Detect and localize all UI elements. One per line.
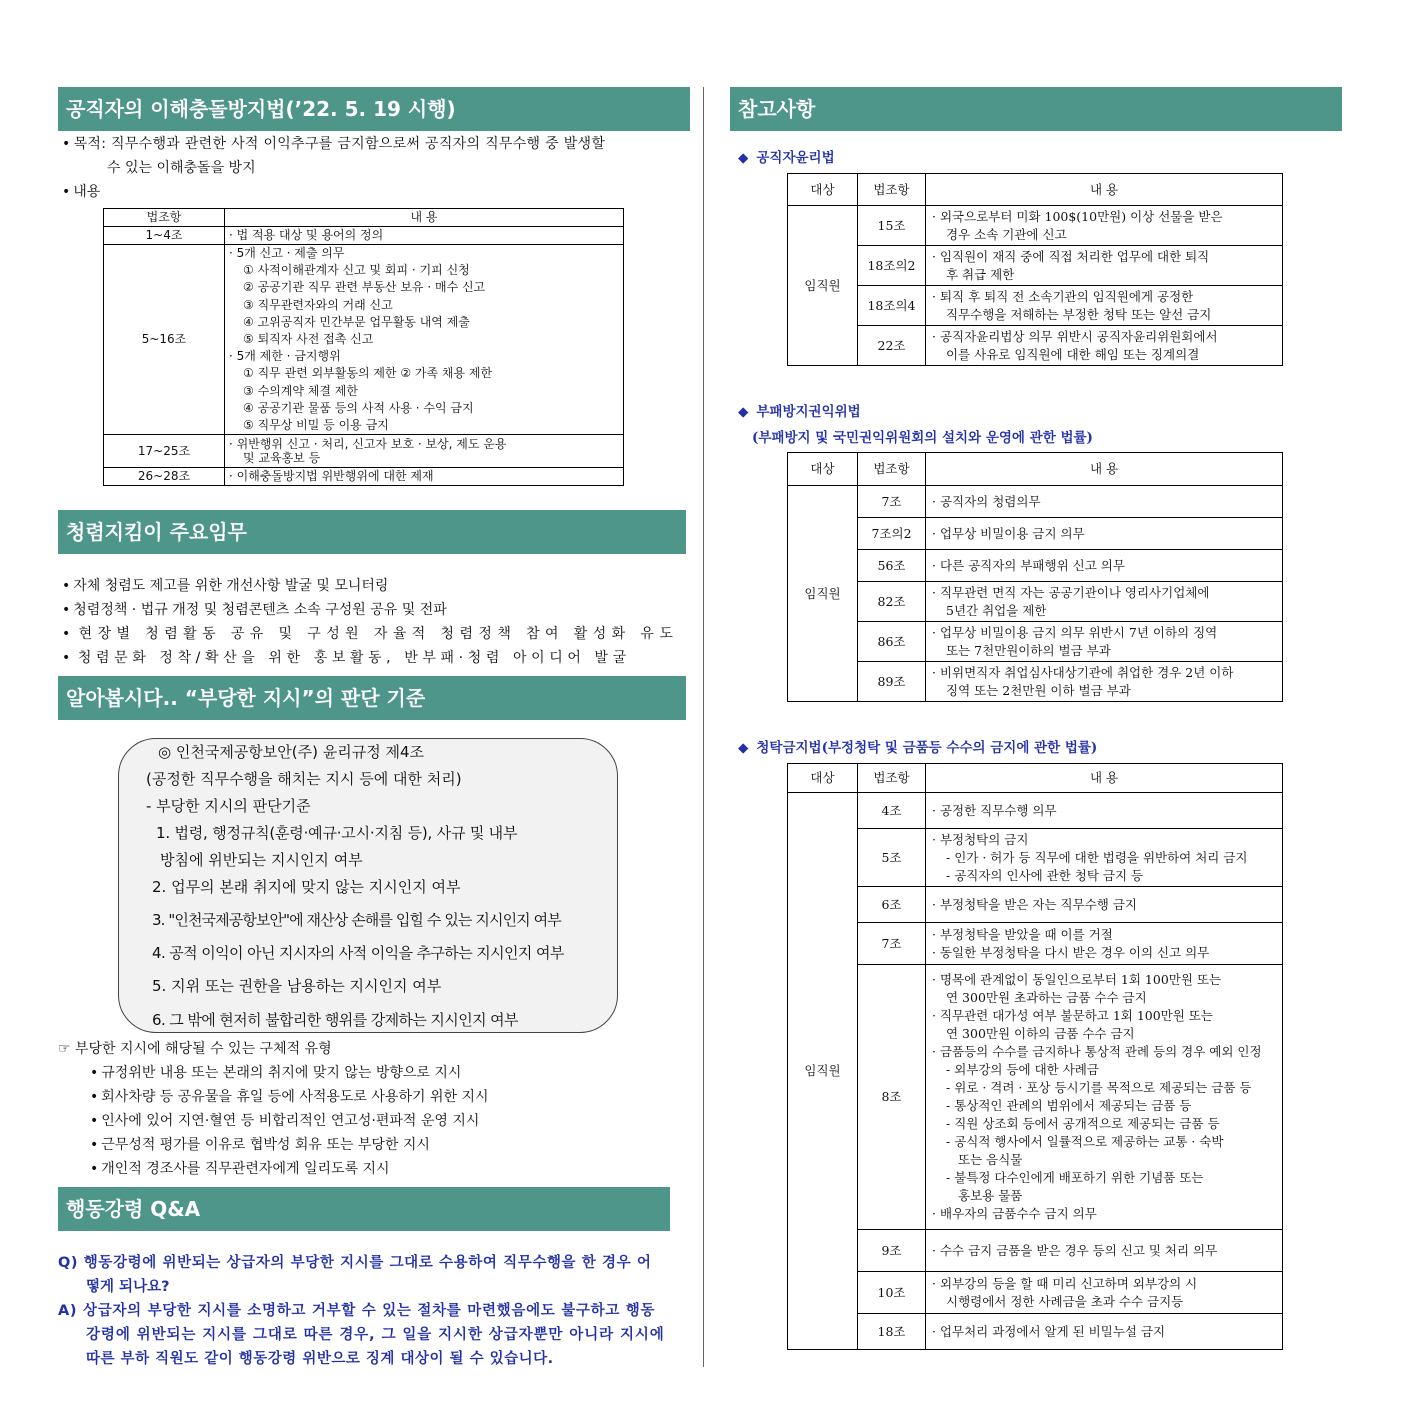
graft-law-table: 대상 법조항 내 용 임직원 4조 · 공정한 직무수행 의무 5조 · 부정청탁의 금지 - 인가 · 허가 등 직무에 대한 법령을 위반하여 처리 금지 - 공직자의 인사에 관한 청탁 금지 등 6조 · 부정청탁을 받은 자는 직무수행 금지 7조 · 부정청탁을 받았을 때 이를 거절 · 동일한 부정청탁을 다시 받은 경우 이의 신고 의무 8조 · 명목에 관계없이 동일인으로부터 1회 100만원 또는 연 300만원 초과하는 금품 수수 금지 · 직무관련 대가성 여부 불문하고 1회 100만원 또는 연 300만원 이하의 금품 수수 금지 · 금품등의 수수를 금지하나 통상적 관례 등의 경우 예외 인정 - 외부강의 등에 대한 사례금 - 위로 · 격려 · 포상 등시기를 목적으로 제공되는 금품 등 - 통상적인 관례의 범위에서 제공되는 금품 등 - 직원 상조회 등에서 공개적으로 제공되는 금품 등 - 공식적 행사에서 일률적으로 제공하는 교통 · 숙박 또는 음식물 - 불특정 다수인에게 배포하기 위한 기념품 또는 홍보용 물품 · 배우자의 금품수수 금지 의무 9조 · 수수 금지 금품을 받은 경우 등의 신고 및 처리 의무 10조 · 외부강의 등을 할 때 미리 신고하며 외부강의 시 시행령에서 정한 사례금을 초과 수수 금지등 18조 · 업무처리 과정에서 알게 된 비밀누설 금지 — [787, 763, 1283, 1350]
section-title: 공직자의 이해충돌방지법(’22. 5. 19 시행) — [66, 97, 456, 121]
purpose-line: • 목적: 직무수행과 관련한 사적 이익추구를 금지함으로써 공직자의 직무수행 중 발생할 — [62, 132, 605, 156]
table-row: 임직원 7조 · 공직자의 청렴의무 — [788, 486, 1283, 518]
table-row: 18조의4 · 퇴직 후 퇴직 전 소속기관의 임직원에게 공정한 직무수행을 저해하는 부정한 청탁 또는 알선 금지 — [788, 286, 1283, 326]
public-ethics-table: 대상 법조항 내 용 임직원 15조 · 외국으로부터 미화 100$(10만원) 이상 선물을 받은 경우 소속 기관에 신고 18조의2 · 임직원이 재직 중에 직접 처리한 업무에 대한 퇴직 후 취급 제한 18조의4 · 퇴직 후 퇴직 전 소속기관의 임직원에게 공정한 직무수행을 저해하는 부정한 청탁 또는 알선 금지 22조 · 공직자윤리법상 의무 위반시 공직자윤리위원회에서 이를 사유로 임직원에 대한 해임 또는 징계의결 — [787, 173, 1283, 366]
criterion-2: 2. 업무의 본래 취지에 맞지 않는 지시인지 여부 — [152, 878, 461, 896]
criterion-1: 1. 법령, 행정규칙(훈령·예규·고시·지침 등), 사규 및 내부 — [156, 824, 518, 842]
list-item: • 회사차량 등 공유물을 휴일 등에 사적용도로 사용하기 위한 지시 — [90, 1085, 489, 1109]
list-item: • 청렴문화 정착/확산을 위한 홍보활동, 반부패·청렴 아이디어 발굴 — [62, 646, 631, 670]
table-row: 86조 · 업무상 비밀이용 금지 의무 위반시 7년 이하의 징역 또는 7천만원이하의 벌금 부과 — [788, 622, 1283, 662]
content-label: • 내용 — [62, 180, 100, 204]
col-header-content: 내 용 — [225, 209, 624, 227]
table-row: 56조 · 다른 공직자의 부패행위 신고 의무 — [788, 550, 1283, 582]
types-title: ☞ 부당한 지시에 해당될 수 있는 구체적 유형 — [58, 1041, 332, 1057]
question-cont: 떻게 되나요? — [86, 1279, 170, 1295]
table-row: 18조의2 · 임직원이 재직 중에 직접 처리한 업무에 대한 퇴직 후 취급 제한 — [788, 246, 1283, 286]
section-title: 알아봅시다.. “부당한 지시”의 판단 기준 — [66, 686, 426, 710]
table-row: 22조 · 공직자윤리법상 의무 위반시 공직자윤리위원회에서 이를 사유로 임직원에 대한 해임 또는 징계의결 — [788, 326, 1283, 366]
criterion-1-cont: 방침에 위반되는 지시인지 여부 — [160, 851, 363, 869]
table-row: 6조 · 부정청탁을 받은 자는 직무수행 금지 — [788, 887, 1283, 923]
list-item: • 청렴정책 · 법규 개정 및 청렴콘텐츠 소속 구성원 공유 및 전파 — [62, 598, 447, 622]
purpose-line-cont: 수 있는 이해충돌을 방지 — [107, 160, 256, 176]
section-header-integrity-duties — [58, 510, 686, 554]
answer-cont: 따른 부하 직원도 같이 행동강령 위반으로 징계 대상이 될 수 있습니다. — [86, 1351, 554, 1367]
section-header-unfair-order — [58, 676, 686, 720]
rule-subtitle: (공정한 직무수행을 해치는 지시 등에 대한 처리) — [146, 770, 462, 788]
table-row: 17~25조 · 위반행위 신고 · 처리, 신고자 보호 · 보상, 제도 운용 및 교육홍보 등 — [104, 435, 624, 468]
column-divider — [703, 87, 704, 1367]
diamond-icon: ◆ — [738, 740, 749, 756]
subsection-public-ethics-law: ◆ 공직자윤리법 — [738, 150, 835, 166]
list-item: • 규정위반 내용 또는 본래의 취지에 맞지 않는 방향으로 지시 — [90, 1061, 461, 1085]
section-header-reference — [730, 87, 1342, 131]
list-item: • 근무성적 평가를 이유로 협박성 회유 또는 부당한 지시 — [90, 1133, 430, 1157]
subsection-graft-law: ◆ 청탁금지법(부정청탁 및 금품등 수수의 금지에 관한 법률) — [738, 740, 1098, 756]
conflict-law-table — [103, 208, 624, 486]
question: Q) 행동강령에 위반되는 상급자의 부당한 지시를 그대로 수용하여 직무수행을 한 경우 어 — [58, 1255, 652, 1271]
criterion-4: 4. 공적 이익이 아닌 지시자의 사적 이익을 추구하는 지시인지 여부 — [152, 944, 564, 962]
table-row: 9조 · 수수 금지 금품을 받은 경우 등의 신고 및 처리 의무 — [788, 1230, 1283, 1272]
table-row: 8조 · 명목에 관계없이 동일인으로부터 1회 100만원 또는 연 300만원 초과하는 금품 수수 금지 · 직무관련 대가성 여부 불문하고 1회 100만원 또는 연 300만원 이하의 금품 수수 금지 · 금품등의 수수를 금지하나 통상적 관례 등의 경우 예외 인정 - 외부강의 등에 대한 사례금 - 위로 · 격려 · 포상 등시기를 목적으로 제공되는 금품 등 - 통상적인 관례의 범위에서 제공되는 금품 등 - 직원 상조회 등에서 공개적으로 제공되는 금품 등 - 공식적 행사에서 일률적으로 제공하는 교통 · 숙박 또는 음식물 - 불특정 다수인에게 배포하기 위한 기념품 또는 홍보용 물품 · 배우자의 금품수수 금지 의무 — [788, 965, 1283, 1230]
table-row: 임직원 4조 · 공정한 직무수행 의무 — [788, 793, 1283, 829]
section-title: 청렴지킴이 주요임무 — [66, 520, 247, 544]
table-row: 26~28조 · 이해충돌방지법 위반행위에 대한 제재 — [104, 468, 624, 486]
list-item: • 자체 청렴도 제고를 위한 개선사항 발굴 및 모니터링 — [62, 574, 388, 598]
criterion-3: 3. "인천국제공항보안"에 재산상 손해를 입힐 수 있는 지시인지 여부 — [152, 911, 561, 929]
col-header-article: 법조항 — [104, 209, 225, 227]
table-row: 임직원 15조 · 외국으로부터 미화 100$(10만원) 이상 선물을 받은 경우 소속 기관에 신고 — [788, 206, 1283, 246]
table-row: 82조 · 직무관련 면직 자는 공공기관이나 영리사기업체에 5년간 취업을 제한 — [788, 582, 1283, 622]
table-row: 5조 · 부정청탁의 금지 - 인가 · 허가 등 직무에 대한 법령을 위반하여 처리 금지 - 공직자의 인사에 관한 청탁 금지 등 — [788, 829, 1283, 887]
diamond-icon: ◆ — [738, 150, 749, 166]
criterion-6: 6. 그 밖에 현저히 불합리한 행위를 강제하는 지시인지 여부 — [152, 1011, 518, 1029]
anticorruption-table: 대상 법조항 내 용 임직원 7조 · 공직자의 청렴의무 7조의2 · 업무상 비밀이용 금지 의무 56조 · 다른 공직자의 부패행위 신고 의무 82조 · 직무관련 면직 자는 공공기관이나 영리사기업체에 5년간 취업을 제한 86조 · 업무상 비밀이용 금지 의무 위반시 7년 이하의 징역 또는 7천만원이하의 벌금 부과 89조 · 비위면직자 취업심사대상기관에 취업한 경우 2년 이하 징역 또는 2천만원 이하 벌금 부과 — [787, 452, 1283, 702]
criterion-5: 5. 지위 또는 권한을 남용하는 지시인지 여부 — [152, 977, 442, 995]
table-row: 18조 · 업무처리 과정에서 알게 된 비밀누설 금지 — [788, 1314, 1283, 1350]
list-item: • 인사에 있어 지연·혈연 등 비합리적인 연고성·편파적 운영 지시 — [90, 1109, 479, 1133]
table-row: 7조의2 · 업무상 비밀이용 금지 의무 — [788, 518, 1283, 550]
rule-title: ◎ 인천국제공항보안(주) 윤리규정 제4조 — [158, 743, 424, 761]
section-header-conflict-law — [58, 87, 690, 131]
section-title: 행동강령 Q&A — [66, 1197, 201, 1221]
answer: A) 상급자의 부당한 지시를 소명하고 거부할 수 있는 절차를 마련했음에도 불구하고 행동 — [58, 1303, 656, 1319]
list-item: • 개인적 경조사를 직무관련자에게 일리도록 지시 — [90, 1157, 390, 1181]
subsection-anticorruption-law: ◆ 부패방지권익위법 — [738, 404, 861, 420]
section-title: 참고사항 — [738, 97, 816, 121]
subsection-anticorruption-law-full: (부패방지 및 국민권익위원회의 설치와 운영에 관한 법률) — [752, 430, 1093, 446]
list-item: • 현장별 청렴활동 공유 및 구성원 자율적 청렴정책 참여 활성화 유도 — [62, 622, 678, 646]
rule-heading: - 부당한 지시의 판단기준 — [146, 797, 311, 815]
table-row: 7조 · 부정청탁을 받았을 때 이를 거절 · 동일한 부정청탁을 다시 받은 경우 이의 신고 의무 — [788, 923, 1283, 965]
diamond-icon: ◆ — [738, 404, 749, 420]
answer-cont: 강령에 위반되는 지시를 그대로 따른 경우, 그 일을 지시한 상급자뿐만 아니라 지시에 — [86, 1327, 665, 1343]
table-row: 1~4조 · 법 적용 대상 및 용어의 정의 — [104, 227, 624, 245]
table-row: 89조 · 비위면직자 취업심사대상기관에 취업한 경우 2년 이하 징역 또는 2천만원 이하 벌금 부과 — [788, 662, 1283, 702]
table-row: 10조 · 외부강의 등을 할 때 미리 신고하며 외부강의 시 시행령에서 정한 사례금을 초과 수수 금지등 — [788, 1272, 1283, 1314]
section-header-qa — [58, 1187, 670, 1231]
table-row: 5~16조 · 5개 신고 · 제출 의무 ① 사적이해관계자 신고 및 회피 · 기피 신청 ② 공공기관 직무 관련 부동산 보유 · 매수 신고 ③ 직무관련자와의 거래 신고 ④ 고위공직자 민간부문 업무활동 내역 제출 ⑤ 퇴직자 사전 접촉 신고 · 5개 제한 · 금지행위 ① 직무 관련 외부활동의 제한 ② 가족 채용 제한 ③ 수의계약 체결 제한 ④ 공공기관 물품 등의 사적 사용 · 수익 금지 ⑤ 직무상 비밀 등 이용 금지 — [104, 245, 624, 435]
